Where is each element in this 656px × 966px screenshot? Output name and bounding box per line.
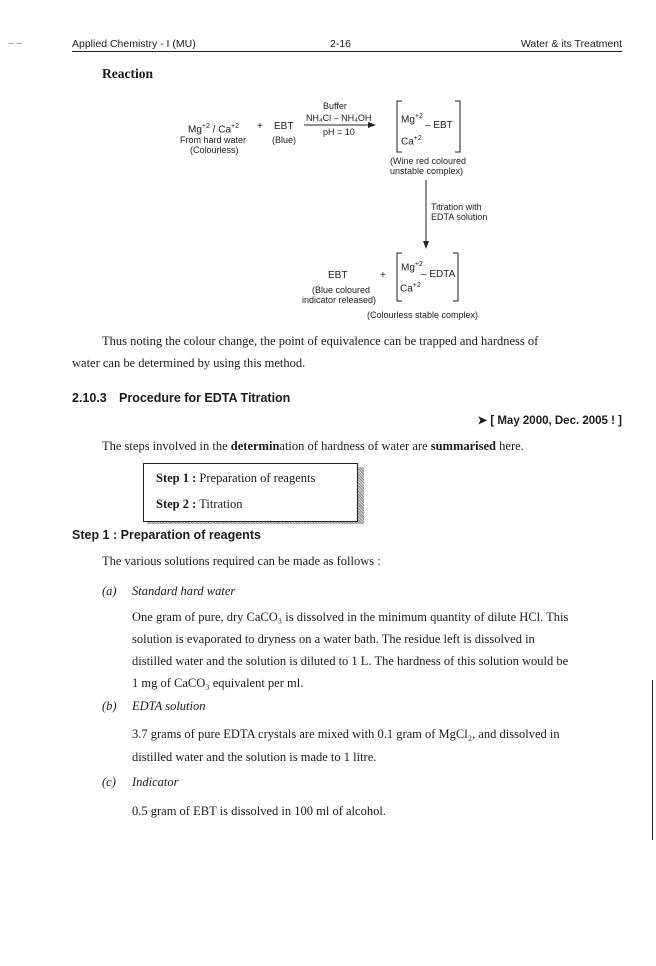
product-plus-sign: + xyxy=(380,270,386,281)
ebt-label: EBT xyxy=(274,121,294,132)
intro-sentence: The steps involved in the determination of hardness of water are summarised here. xyxy=(102,439,524,453)
titration-arrowhead xyxy=(423,241,429,249)
product-ebt: EBT xyxy=(328,270,348,281)
item-a-title: Standard hard water xyxy=(132,584,236,598)
header-right: Water & its Treatment xyxy=(520,38,622,50)
item-b-line-1: 3.7 grams of pure EDTA crystals are mixed with 0.1 gram of MgCl₂, and dissolved in xyxy=(132,727,560,741)
steps-box-item-1: Step 1 : Preparation of reagents xyxy=(156,471,316,485)
item-b-line-2: distilled water and the solution is made to 1 litre. xyxy=(132,750,377,764)
item-b-title: EDTA solution xyxy=(132,699,206,713)
item-a-marker: (a) xyxy=(102,584,117,598)
reactant-ions: $Mg^{+2} / Ca^{+2}$ xyxy=(188,123,239,136)
complex2-mg: $Mg^{+2}$ xyxy=(401,261,423,274)
corner-mark: – – xyxy=(8,38,22,49)
complex1-colour: (Wine red coloured xyxy=(390,156,467,166)
steps-box-item-2: Step 2 : Titration xyxy=(156,497,243,511)
titration-label-2: EDTA solution xyxy=(431,212,488,222)
item-c-marker: (c) xyxy=(102,775,116,789)
item-c-title: Indicator xyxy=(132,775,179,789)
page-edge-mark xyxy=(652,680,653,840)
step1-intro: The various solutions required can be made as follows : xyxy=(102,554,381,568)
reactant-source: From hard water xyxy=(180,135,247,145)
condition-buffer-pair: NH₄Cl – NH₄OH xyxy=(306,113,372,123)
item-a-line-2: solution is evaporated to dryness on a water bath. The residue left is dissolved in xyxy=(132,632,535,646)
product-ebt-released: indicator released) xyxy=(302,295,377,305)
header-left: Applied Chemistry - I (MU) xyxy=(72,38,196,50)
complex2-ca: $Ca^{+2}$ xyxy=(400,282,421,295)
item-b-marker: (b) xyxy=(102,699,117,713)
section-number: 2.10.3 xyxy=(72,391,107,405)
paragraph-line-1: Thus noting the colour change, the point of equivalence can be trapped and hardness of xyxy=(102,334,539,348)
reaction-arrowhead xyxy=(368,122,376,128)
complex1-ligand: – EBT xyxy=(425,120,453,131)
reactant-colour: (Colourless) xyxy=(190,145,239,155)
item-a-line-1: One gram of pure, dry CaCO₃ is dissolved in the minimum quantity of dilute HCl. This xyxy=(132,610,569,624)
complex1-stability: unstable complex) xyxy=(390,166,464,176)
item-a-line-4: 1 mg of CaCO₃ equivalent per ml. xyxy=(132,676,304,690)
condition-buffer: Buffer xyxy=(323,101,347,111)
section-title: Procedure for EDTA Titration xyxy=(119,391,291,405)
reaction-title: Reaction xyxy=(102,66,153,81)
exam-reference: ➤ [ May 2000, Dec. 2005 ! ] xyxy=(477,415,622,427)
complex1-mg: $Mg^{+2}$ xyxy=(401,113,423,126)
titration-label-1: Titration with xyxy=(431,202,482,212)
product-ebt-colour: (Blue coloured xyxy=(312,285,371,295)
complex2-ligand: – EDTA xyxy=(421,269,456,280)
ebt-colour: (Blue) xyxy=(272,135,297,145)
item-a-line-3: distilled water and the solution is diluted to 1 L. The hardness of this solution would be xyxy=(132,654,569,668)
complex2-label: (Colourless stable complex) xyxy=(367,310,479,320)
page-number: 2-16 xyxy=(330,38,352,50)
paragraph-line-2: water can be determined by using this method. xyxy=(72,356,306,370)
item-c-line-1: 0.5 gram of EBT is dissolved in 100 ml of alcohol. xyxy=(132,804,386,818)
condition-ph: pH = 10 xyxy=(323,127,355,137)
step1-heading: Step 1 : Preparation of reagents xyxy=(72,528,261,542)
complex1-ca: $Ca^{+2}$ xyxy=(401,135,422,148)
plus-sign: + xyxy=(257,121,263,132)
steps-box xyxy=(143,463,358,522)
complex1-bracket-right xyxy=(455,101,460,152)
